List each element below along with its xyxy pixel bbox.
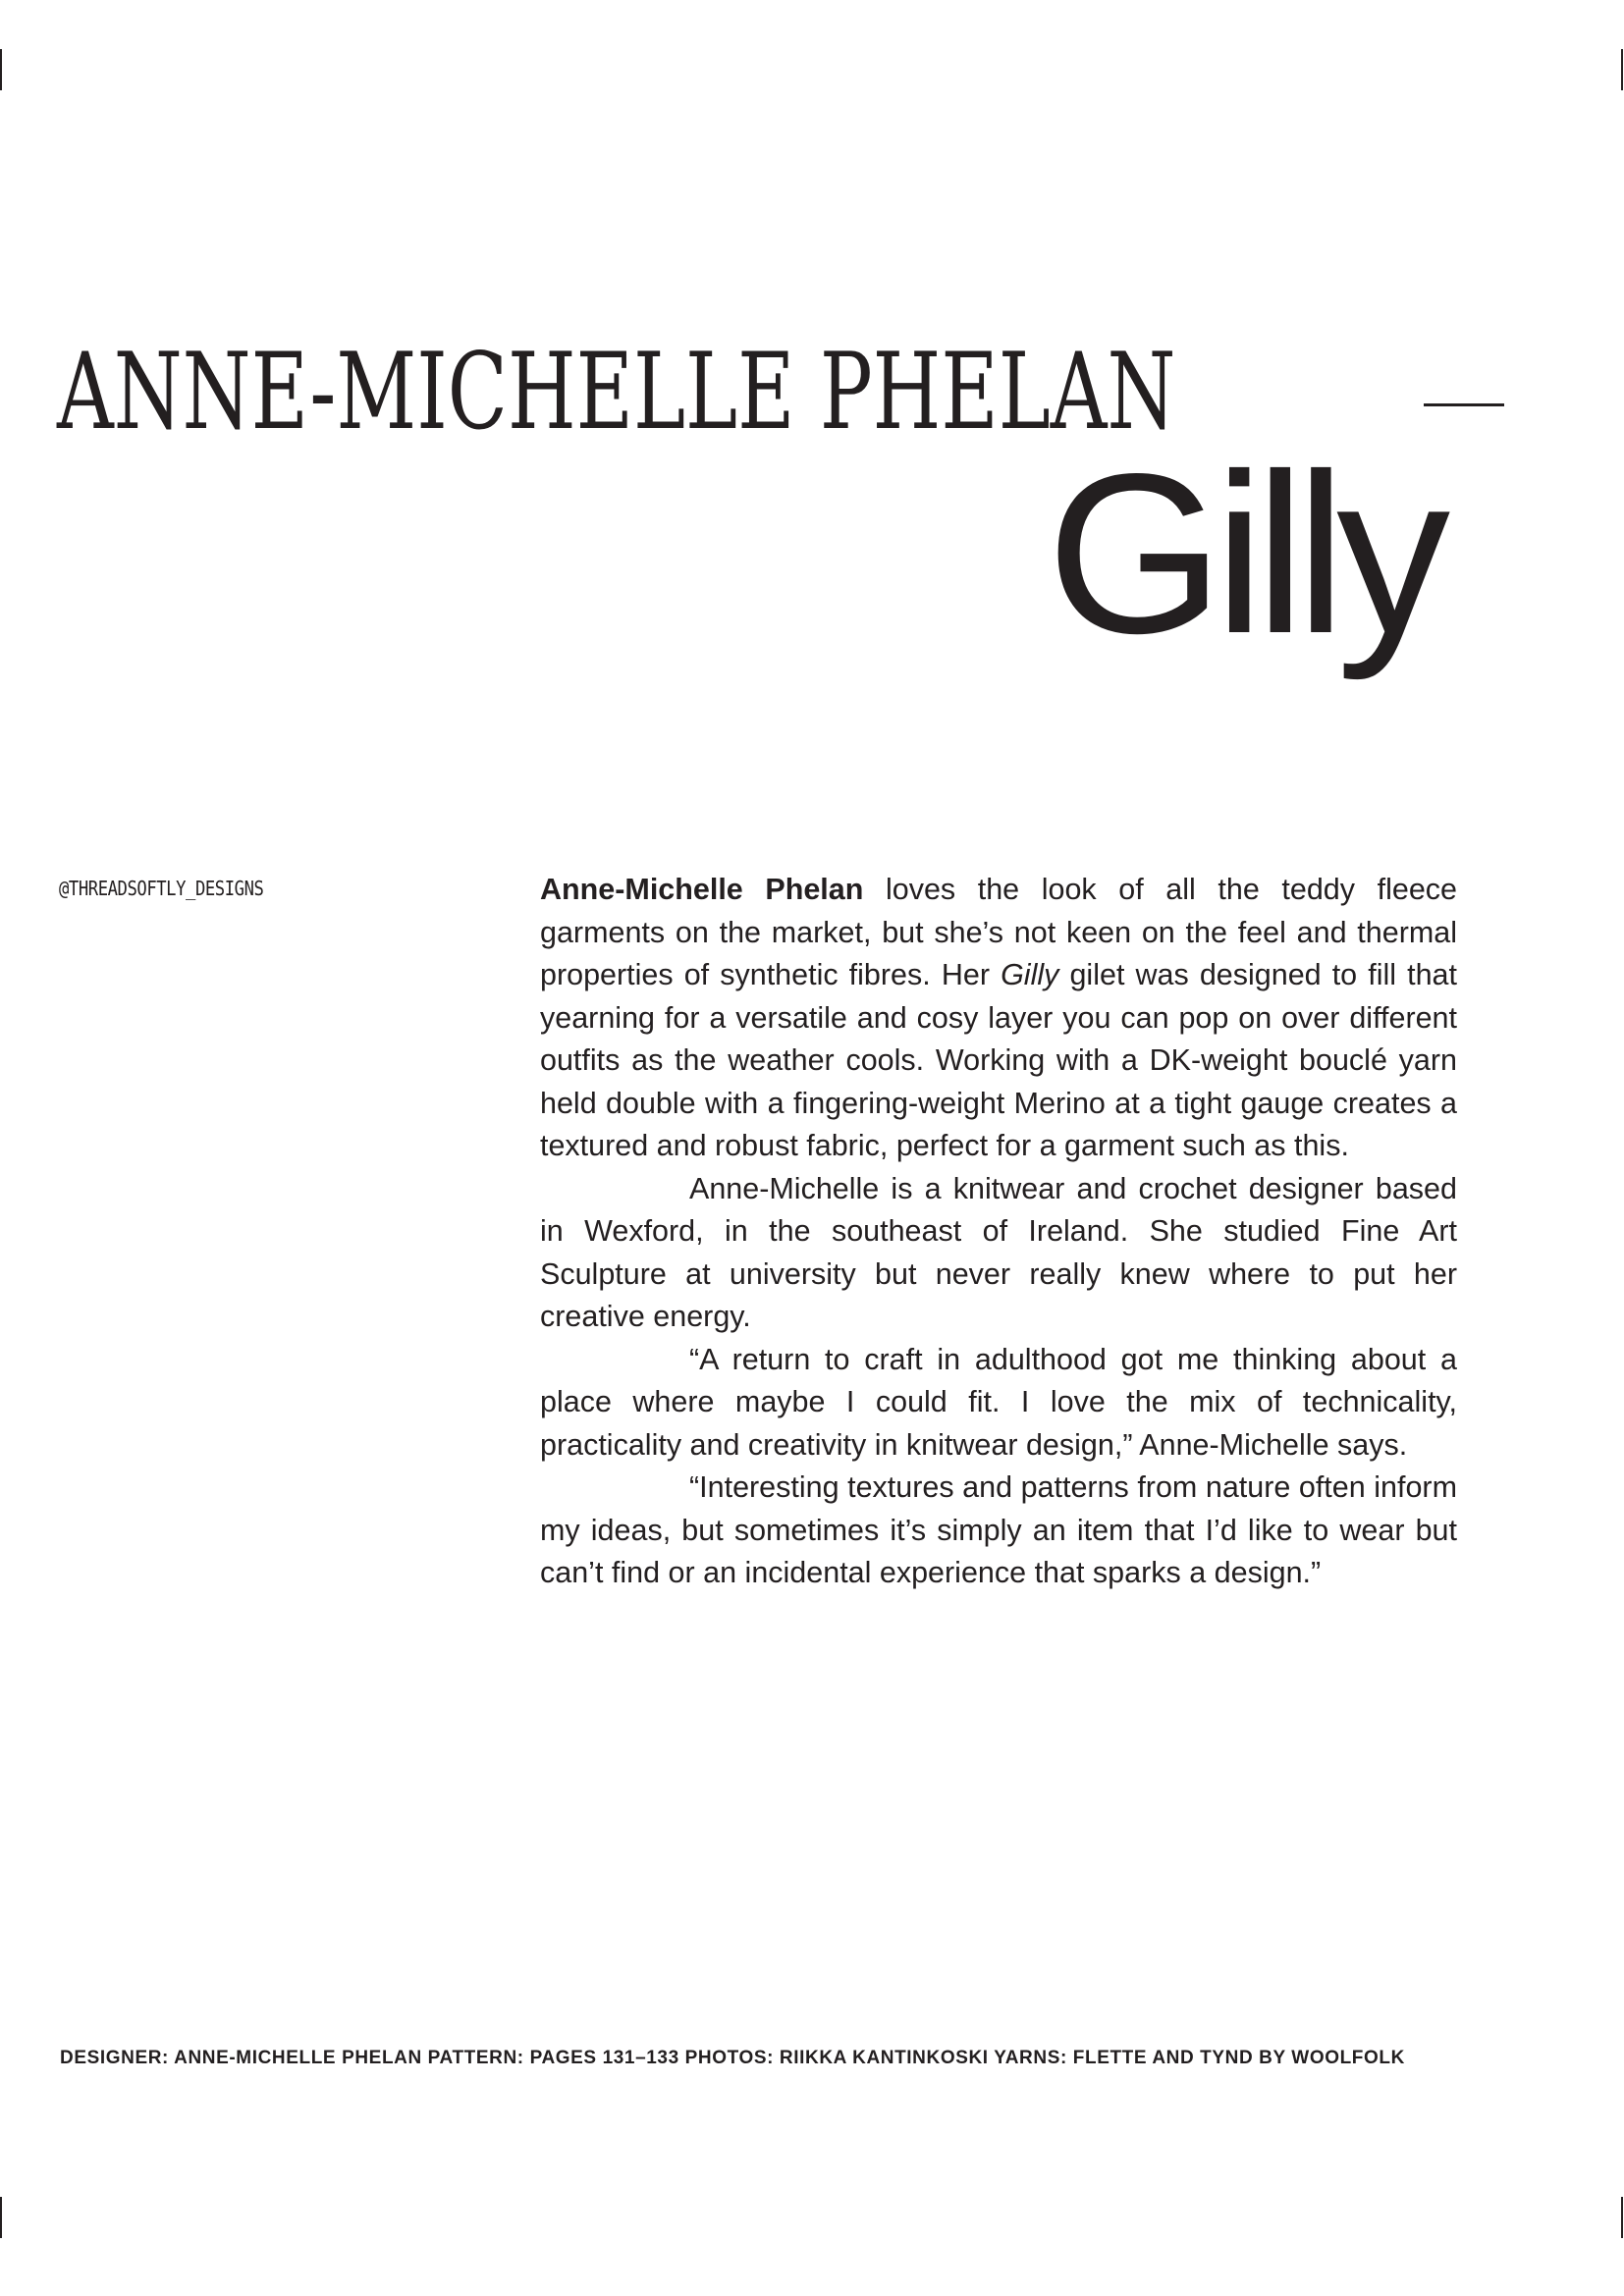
article-p1-text-a: loves the look of all the teddy fleece garments on the market, but she’s not keen on the feel and thermal properties of synthetic fibres. Her: [540, 873, 1457, 991]
crop-mark-bottom-left: [0, 2197, 2, 2238]
article-p1-text-b: gilet was designed to fill that yearning for a versatile and cosy layer you can pop on over different outfits as the weather cools. Working with a DK-weight bouclé yarn held double with a fingering-weight Merino at a tight gauge creates a textured and robust fabric, perfect for a garment such as this.: [540, 958, 1457, 1162]
crop-mark-top-right: [1621, 49, 1623, 90]
article-paragraph-2: Anne-Michelle is a knitwear and crochet designer based in Wexford, in the southeast of Ireland. She studied Fine Art Sculpture at university but never really knew where to put her creative energy.: [540, 1171, 1457, 1333]
article-lead-name: Anne-Michelle Phelan: [540, 873, 864, 906]
designer-name-heading: ANNE-MICHELLE PHELAN: [57, 331, 1176, 454]
title-dash: [1424, 403, 1504, 406]
article-p1-italic: Gilly: [1001, 958, 1059, 991]
article-paragraph-1: [540, 869, 1457, 1168]
crop-mark-top-left: [0, 49, 2, 90]
article-paragraph-4: “Interesting textures and patterns from nature often inform my ideas, but sometimes it’s simply an item that I’d like to wear but can’t find or an incidental experience that sparks a design.”: [540, 1470, 1457, 1589]
social-handle: @THREADSOFTLY_DESIGNS: [59, 877, 264, 900]
pattern-title: Gilly: [1047, 427, 1441, 681]
credits-line: DESIGNER: ANNE-MICHELLE PHELAN PATTERN: PAGES 131–133 PHOTOS: RIIKKA KANTINKOSKI YARNS: FLETTE AND TYND BY WOOLFOLK: [60, 2048, 1405, 2068]
article-paragraph-3: “A return to craft in adulthood got me thinking about a place where maybe I could fit. I love the mix of technicality, practicality and creativity in knitwear design,” Anne-Michelle says.: [540, 1342, 1457, 1462]
article-body: [540, 869, 1457, 1595]
crop-mark-bottom-right: [1621, 2197, 1623, 2238]
